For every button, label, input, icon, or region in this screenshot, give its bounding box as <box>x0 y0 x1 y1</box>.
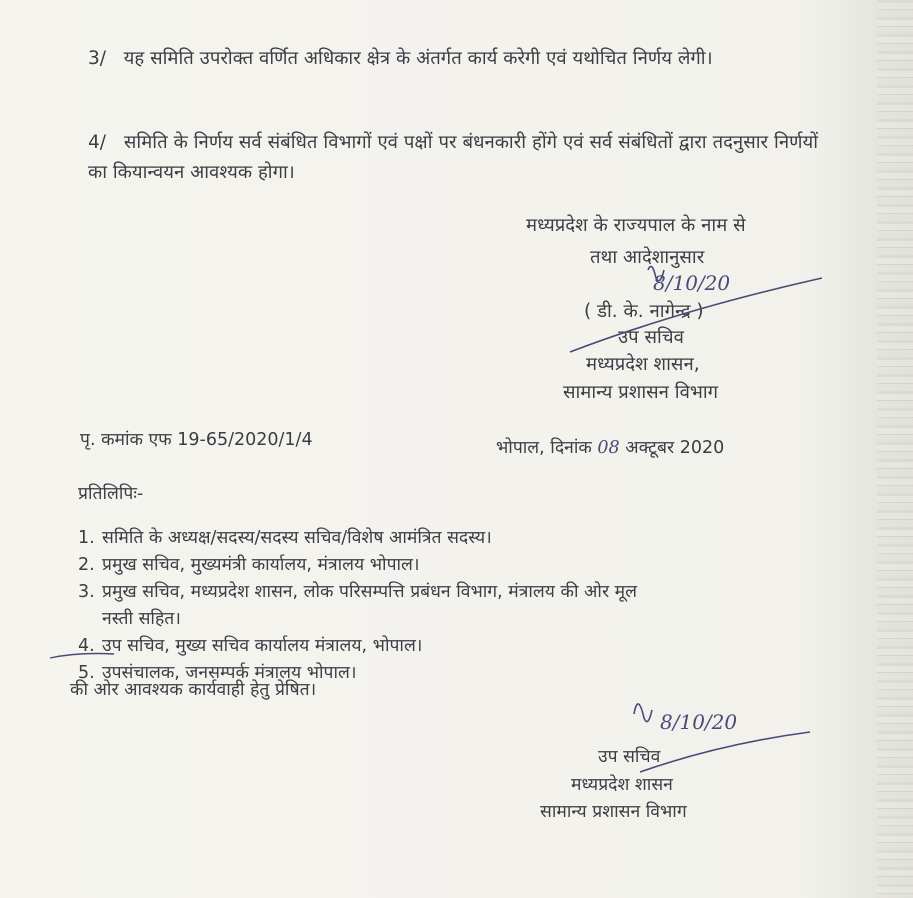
list-item <box>78 525 848 552</box>
list-item-number: 1. <box>78 528 95 548</box>
paragraph-3-number: 3/ <box>88 48 107 69</box>
list-item-text-continued: नस्ती सहित। <box>102 609 181 629</box>
list-item-text: समिति के अध्यक्ष/सदस्य/सदस्य सचिव/विशेष आमंत्रित सदस्य। <box>102 528 492 548</box>
reference-number: पृ. कमांक एफ 19-65/2020/1/4 <box>80 430 313 450</box>
list-item-number: 4. <box>78 636 95 656</box>
paragraph-3-text: यह समिति उपरोक्त वर्णित अधिकार क्षेत्र के अंतर्गत कार्य करेगी एवं यथोचित निर्णय लेगी। <box>123 48 713 69</box>
signature-note-1: 8/10/20 <box>653 271 731 295</box>
page-edge-shadow <box>877 0 913 898</box>
date-prefix: भोपाल, दिनांक <box>496 438 592 458</box>
list-item <box>78 552 848 579</box>
footer-govt: मध्यप्रदेश शासन <box>571 775 673 795</box>
signatory-govt: मध्यप्रदेश शासन, <box>586 354 700 375</box>
paragraph-4-text: समिति के निर्णय सर्व संबंधित विभागों एवं पक्षों पर बंधनकारी होंगे एवं सर्व संबंधितों द्वारा तदनुसार निर्णयों का कियान्वयन आवश्यक होगा। <box>88 132 818 183</box>
list-item <box>78 633 848 660</box>
list-item-text: प्रमुख सचिव, मध्यप्रदेश शासन, लोक परिसम्पत्ति प्रबंधन विभाग, मंत्रालय की ओर मूल <box>102 582 637 602</box>
signature-note-2: 8/10/20 <box>660 710 738 734</box>
date-rest: अक्टूबर 2020 <box>625 438 725 458</box>
signatory-dept: सामान्य प्रशासन विभाग <box>563 382 719 403</box>
reference-place-date <box>496 436 724 460</box>
list-item <box>78 579 848 633</box>
footer-dept: सामान्य प्रशासन विभाग <box>540 802 687 822</box>
list-item-text: उप सचिव, मुख्य सचिव कार्यालय मंत्रालय, भोपाल। <box>102 636 423 656</box>
list-item-text: उपसंचालक, जनसम्पर्क मंत्रालय भोपाल। <box>102 663 357 683</box>
order-line-1: मध्यप्रदेश के राज्यपाल के नाम से <box>526 215 746 236</box>
item-5-strike-mark <box>48 648 118 666</box>
copy-heading: प्रतिलिपिः- <box>78 484 144 504</box>
list-item-text: प्रमुख सचिव, मुख्यमंत्री कार्यालय, मंत्रालय भोपाल। <box>102 555 420 575</box>
list-item-number: 2. <box>78 555 95 575</box>
date-day: 08 <box>597 438 620 458</box>
signature-mark-1 <box>560 240 830 360</box>
copy-list <box>78 525 848 687</box>
footer-designation: उप सचिव <box>598 747 661 767</box>
list-item-number: 3. <box>78 582 95 602</box>
order-line-2: तथा आदेशानुसार <box>590 247 705 268</box>
signatory-designation: उप सचिव <box>618 327 684 348</box>
signatory-name: ( डी. के. नागेन्द्र ) <box>584 301 704 322</box>
paragraph-4-number: 4/ <box>88 132 107 153</box>
copy-footer: की ओर आवश्यक कार्यवाही हेतु प्रेषित। <box>70 680 317 700</box>
list-item-number: 5. <box>78 663 95 683</box>
paragraph-3 <box>88 44 818 74</box>
paragraph-4 <box>88 128 818 188</box>
